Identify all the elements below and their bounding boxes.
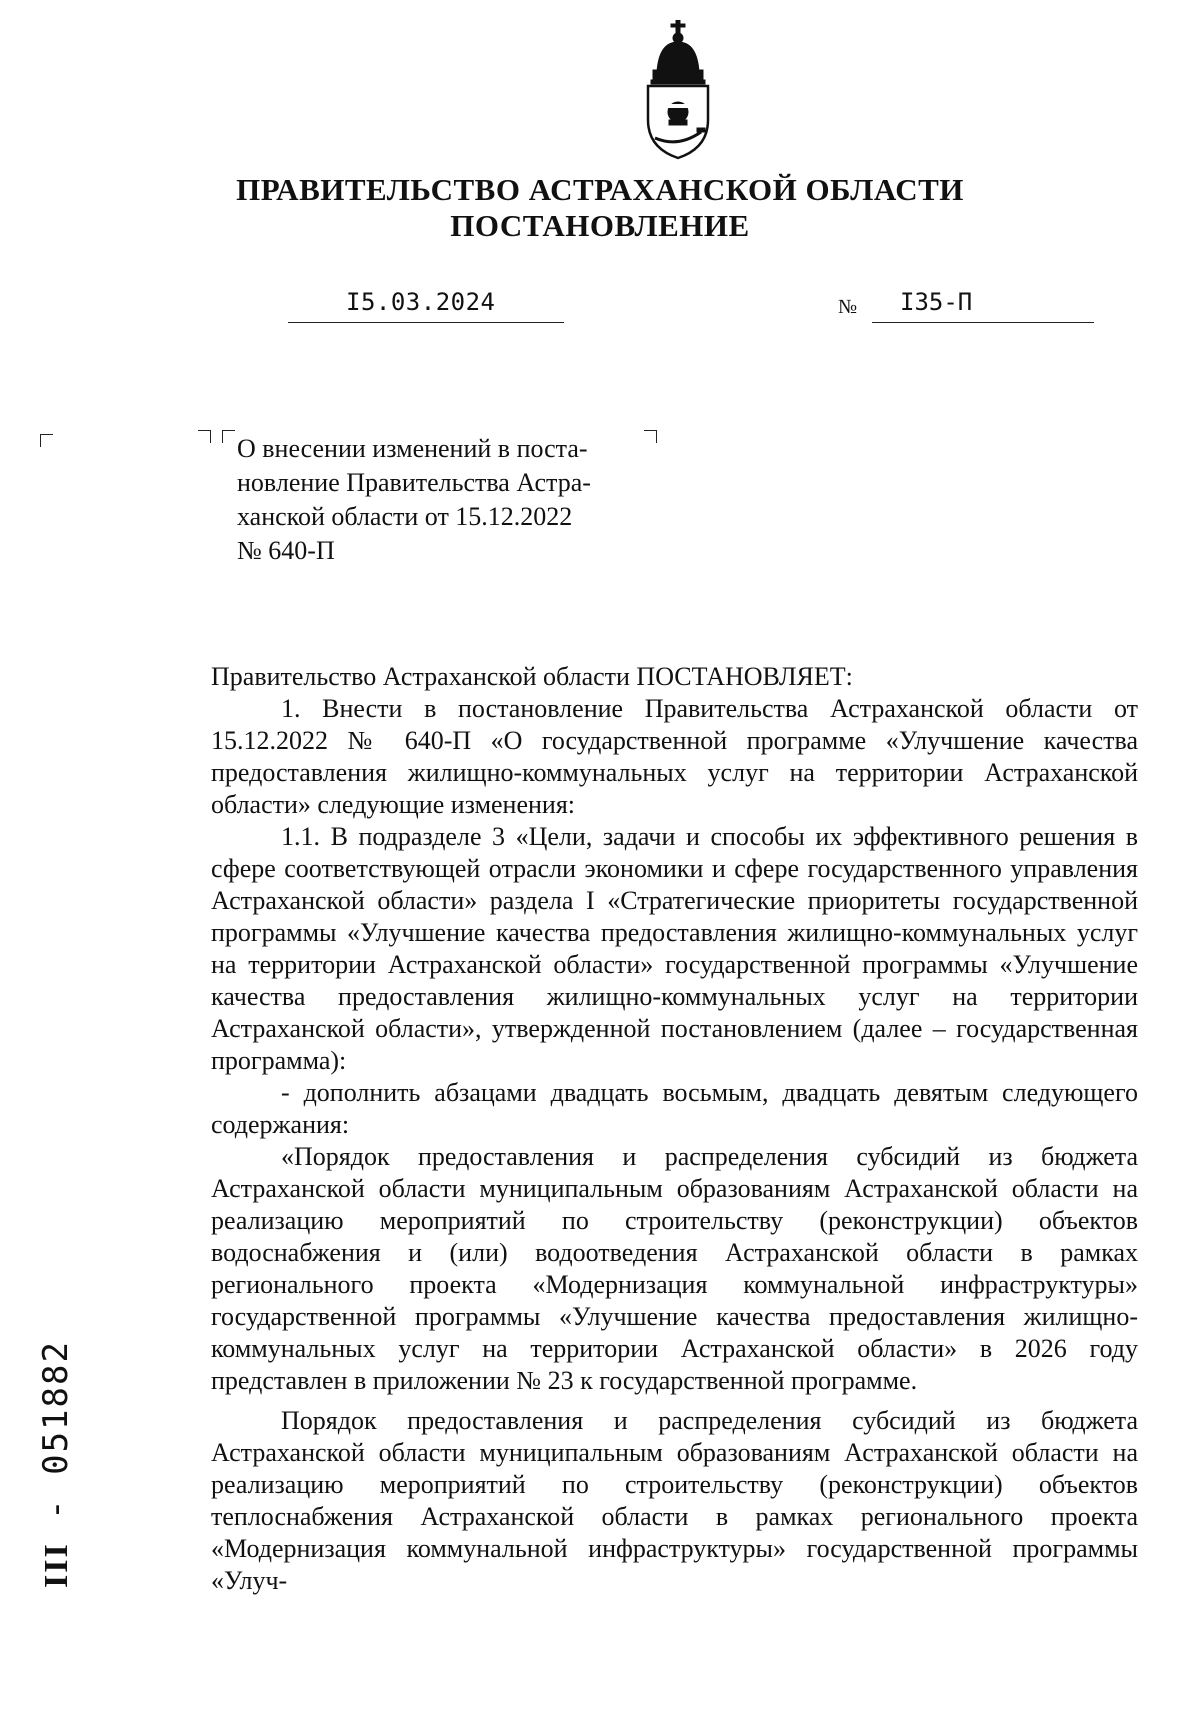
document-subject — [237, 432, 642, 568]
subject-line: новление Правительства Астра- — [237, 468, 591, 497]
body-intro: Правительство Астраханской области ПОСТАНОВЛЯЕТ: — [211, 662, 853, 691]
body-paragraph: - дополнить абзацами двадцать восьмым, двадцать девятым следующего содержания: — [211, 1078, 1138, 1139]
corner-mark — [222, 430, 235, 443]
serial-prefix: III — [38, 1542, 75, 1588]
body-paragraph: 1. Внести в постановление Правительства Астраханской области от 15.12.2022 № 640-П «О государственной программе «Улучшение качества предоставления жилищно-коммунальных услуг на территории Астраханской области» следующие изменения: — [211, 694, 1138, 819]
subject-line: ханской области от 15.12.2022 — [237, 502, 573, 531]
body-paragraph: Порядок предоставления и распределения субсидий из бюджета Астраханской области муниципальным образованиям Астраханской области на реализацию мероприятий по строительству (реконструкции) объектов теплоснабжения Астраханской области в рамках регионального проекта «Модернизация коммунальной инфраструктуры» государственной программы «Улуч- — [211, 1406, 1138, 1595]
form-serial-number — [36, 1340, 76, 1588]
corner-mark — [198, 430, 211, 443]
body-paragraph: 1.1. В подразделе 3 «Цели, задачи и способы их эффективного решения в сфере соответствующей отрасли экономики и сфере государственного управления Астраханской области» раздела I «Стратегические приоритеты государственной программы «Улучшение качества предоставления жилищно-коммунальных услуг на территории Астраханской области» государственной программы «Улучшение качества предоставления жилищно-коммунальных услуг на территории Астраханской области», утвержденной постановлением (далее – государственная программа): — [211, 822, 1138, 1075]
subject-line: № 640-П — [237, 536, 335, 565]
number-sign: № — [838, 296, 858, 318]
document-number: I35-П — [900, 288, 973, 316]
corner-mark — [644, 430, 657, 443]
body-paragraph: «Порядок предоставления и распределения субсидий из бюджета Астраханской области муниципальным образованиям Астраханской области на реализацию мероприятий по строительству (реконструкции) объектов водоснабжения и (или) водоотведения Астраханской области в рамках регионального проекта «Модернизация коммунальной инфраструктуры» государственной программы «Улучшение качества предоставления жилищно-коммунальных услуг на территории Астраханской области» в 2026 году представлен в приложении № 23 к государственной программе. — [211, 1142, 1138, 1395]
astrakhan-coat-of-arms-icon — [639, 20, 717, 160]
corner-mark — [40, 434, 53, 447]
organization-heading: ПРАВИТЕЛЬСТВО АСТРАХАНСКОЙ ОБЛАСТИ — [236, 172, 964, 207]
date-field — [288, 288, 564, 323]
subject-line: О внесении изменений в поста- — [237, 434, 588, 463]
document-body — [211, 661, 1138, 1597]
number-field — [872, 288, 1094, 323]
serial-digits: - 051882 — [36, 1340, 76, 1543]
document-type-heading: ПОСТАНОВЛЕНИЕ — [450, 208, 750, 243]
document-date: I5.03.2024 — [346, 288, 496, 316]
